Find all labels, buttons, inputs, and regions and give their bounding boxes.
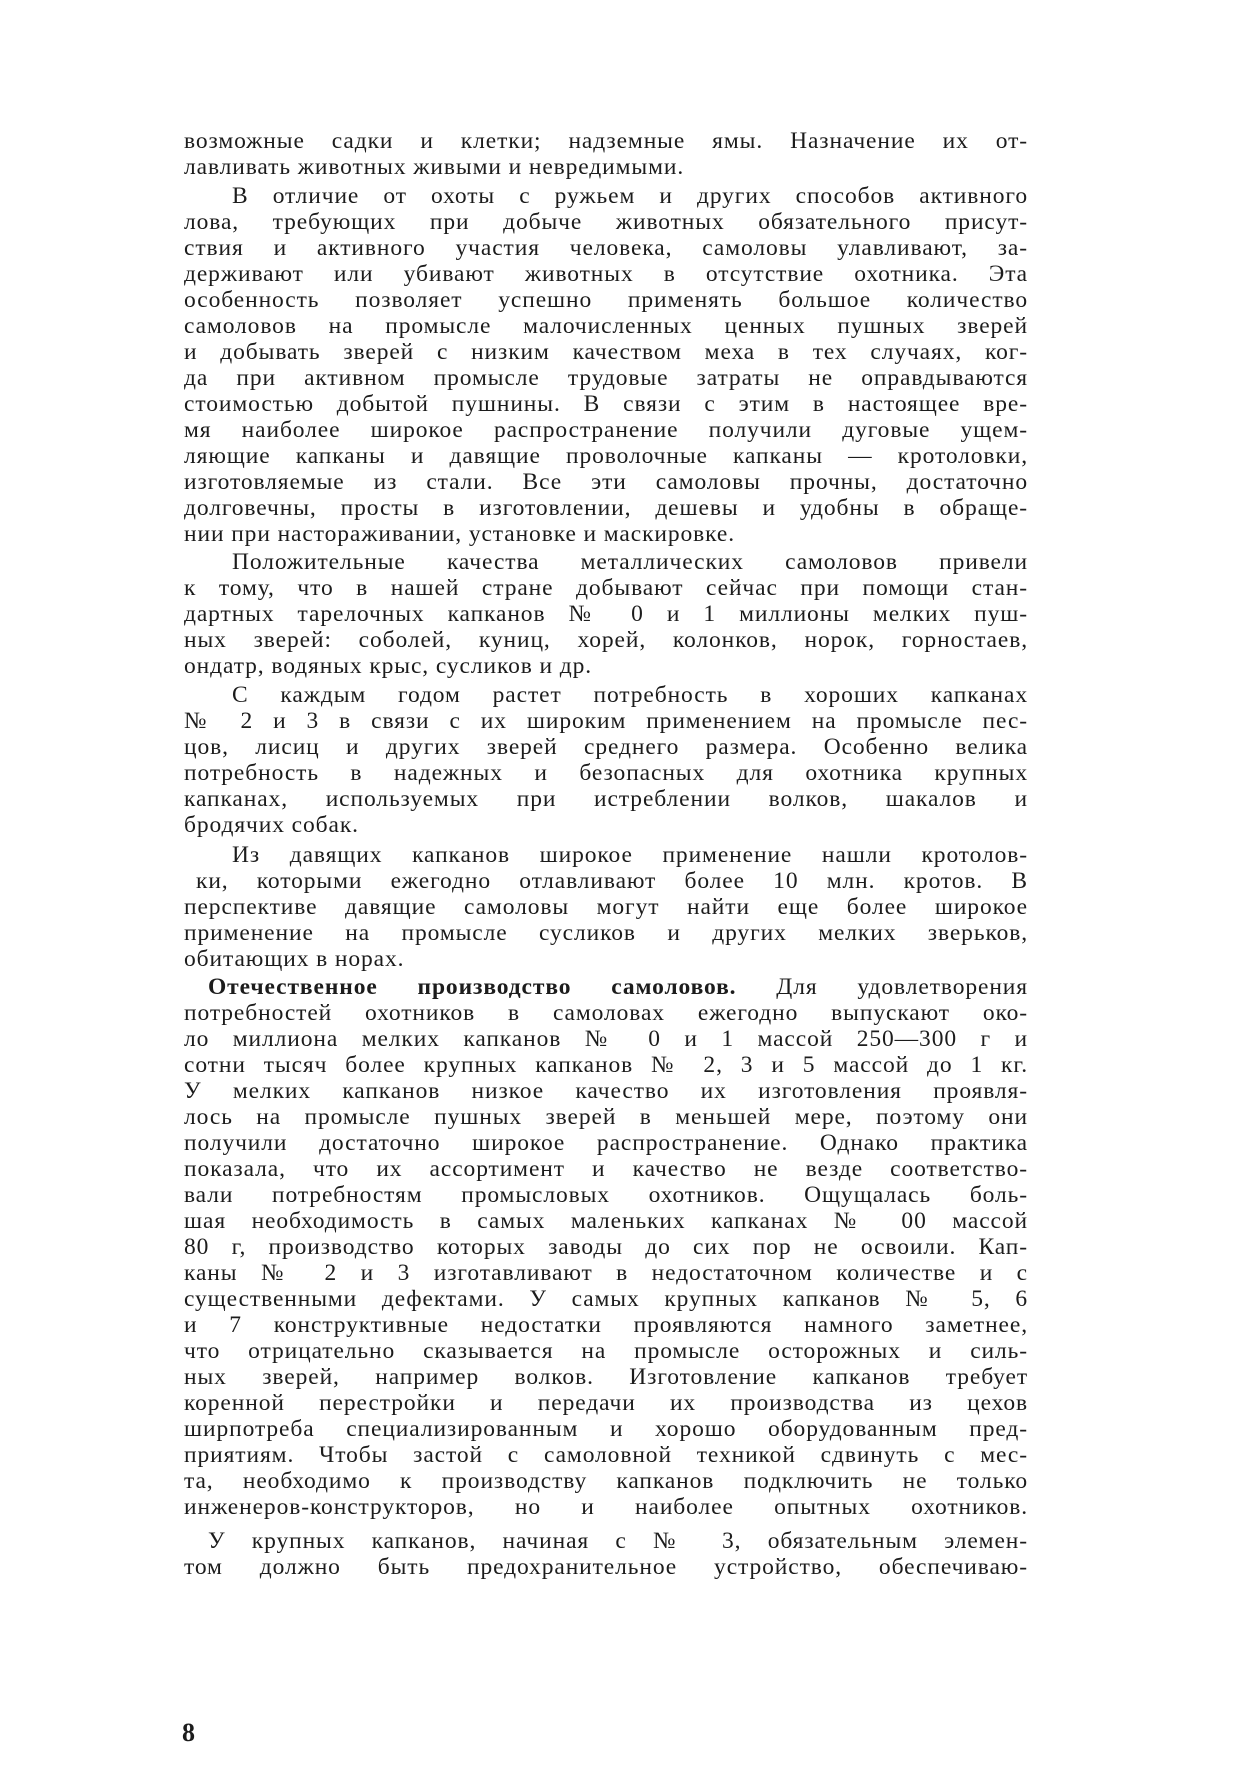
text-line: мя наиболее широкое распространение получили дуговые ущем-: [184, 417, 1028, 443]
text-line: У мелких капканов низкое качество их изготовления проявля-: [184, 1078, 1028, 1104]
text-line: ствия и активного участия человека, самоловы улавливают, за-: [184, 235, 1028, 261]
text-line: и добывать зверей с низким качеством меха в тех случаях, ког-: [184, 339, 1028, 365]
text-line: ки, которыми ежегодно отлавливают более 10 млн. кротов. В: [196, 868, 1028, 894]
text-line: стоимостью добытой пушнины. В связи с этим в настоящее вре-: [184, 391, 1028, 417]
text-line: нии при настораживании, установке и маскировке.: [184, 521, 735, 547]
text-line: перспективе давящие самоловы могут найти еще более широкое: [184, 894, 1028, 920]
text-line: лова, требующих при добыче животных обязательного присут-: [184, 209, 1028, 235]
text-line: шая необходимость в самых маленьких капканах № 00 массой: [184, 1208, 1028, 1234]
text-line: самоловов на промысле малочисленных ценных пушных зверей: [184, 313, 1028, 339]
text-line: возможные садки и клетки; надземные ямы. Назначение их от-: [184, 128, 1028, 154]
text-line: ных зверей: соболей, куниц, хорей, колонков, норок, горностаев,: [184, 627, 1028, 653]
text-line: что отрицательно сказывается на промысле осторожных и силь-: [184, 1338, 1028, 1364]
text-line: С каждым годом растет потребность в хороших капканах: [232, 682, 1028, 708]
text-line: лавливать животных живыми и невредимыми.: [184, 154, 685, 180]
text-line: потребностей охотников в самоловах ежегодно выпускают око-: [184, 1000, 1028, 1026]
text-line: потребность в надежных и безопасных для охотника крупных: [184, 760, 1028, 786]
text-line: В отличие от охоты с ружьем и других способов активного: [232, 183, 1028, 209]
page-number: 8: [182, 1718, 195, 1747]
text-line: применение на промысле сусликов и других мелких зверьков,: [184, 920, 1028, 946]
text-line: да при активном промысле трудовые затраты не оправдываются: [184, 365, 1028, 391]
text-line: бродячих собак.: [184, 812, 359, 838]
text-line: к тому, что в нашей стране добывают сейчас при помощи стан-: [184, 575, 1028, 601]
text-line: приятиям. Чтобы застой с самоловной техникой сдвинуть с мес-: [184, 1442, 1028, 1468]
text-line: держивают или убивают животных в отсутствие охотника. Эта: [184, 261, 1028, 287]
heading-continuation: Для удовлетворения: [736, 974, 1028, 1000]
text-line: 80 г, производство которых заводы до сих пор не освоили. Кап-: [184, 1234, 1028, 1260]
text-line: лось на промысле пушных зверей в меньшей мере, поэтому они: [184, 1104, 1028, 1130]
text-line: и 7 конструктивные недостатки проявляются намного заметнее,: [184, 1312, 1028, 1338]
text-line: показала, что их ассортимент и качество не везде соответство-: [184, 1156, 1028, 1182]
text-line: сотни тысяч более крупных капканов № 2, 3 и 5 массой до 1 кг.: [184, 1052, 1028, 1078]
text-line: У крупных капканов, начиная с № 3, обязательным элемен-: [208, 1528, 1028, 1554]
text-line: инженеров-конструкторов, но и наиболее опытных охотников.: [184, 1494, 1028, 1520]
text-line: Из давящих капканов широкое применение нашли кротолов-: [232, 842, 1028, 868]
text-line: долговечны, просты в изготовлении, дешевы и удобны в обраще-: [184, 495, 1028, 521]
text-line: коренной перестройки и передачи их производства из цехов: [184, 1390, 1028, 1416]
text-line: ондатр, водяных крыс, сусликов и др.: [184, 653, 593, 679]
text-line: капканах, используемых при истреблении волков, шакалов и: [184, 786, 1028, 812]
text-line: существенными дефектами. У самых крупных капканов № 5, 6: [184, 1286, 1028, 1312]
text-line: получили достаточно широкое распространение. Однако практика: [184, 1130, 1028, 1156]
text-line: ляющие капканы и давящие проволочные капканы — кротоловки,: [184, 443, 1028, 469]
text-line: изготовляемые из стали. Все эти самоловы прочны, достаточно: [184, 469, 1028, 495]
text-line: цов, лисиц и других зверей среднего размера. Особенно велика: [184, 734, 1028, 760]
text-line: № 2 и 3 в связи с их широким применением на промысле пес-: [184, 708, 1028, 734]
text-line: ных зверей, например волков. Изготовление капканов требует: [184, 1364, 1028, 1390]
text-line: вали потребностям промысловых охотников. Ощущалась боль-: [184, 1182, 1028, 1208]
text-line: каны № 2 и 3 изготавливают в недостаточном количестве и с: [184, 1260, 1028, 1286]
text-line: ло миллиона мелких капканов № 0 и 1 массой 250—300 г и: [184, 1026, 1028, 1052]
text-line: Положительные качества металлических самоловов привели: [232, 549, 1028, 575]
text-line: ширпотреба специализированным и хорошо оборудованным пред-: [184, 1416, 1028, 1442]
section-heading: Отечественное производство самоловов.: [208, 974, 737, 1000]
text-line: та, необходимо к производству капканов подключить не только: [184, 1468, 1028, 1494]
text-line: дартных тарелочных капканов № 0 и 1 миллионы мелких пуш-: [184, 601, 1028, 627]
text-line: особенность позволяет успешно применять большое количество: [184, 287, 1028, 313]
text-line: том должно быть предохранительное устройство, обеспечиваю-: [184, 1554, 1028, 1580]
text-line: обитающих в норах.: [184, 946, 405, 972]
